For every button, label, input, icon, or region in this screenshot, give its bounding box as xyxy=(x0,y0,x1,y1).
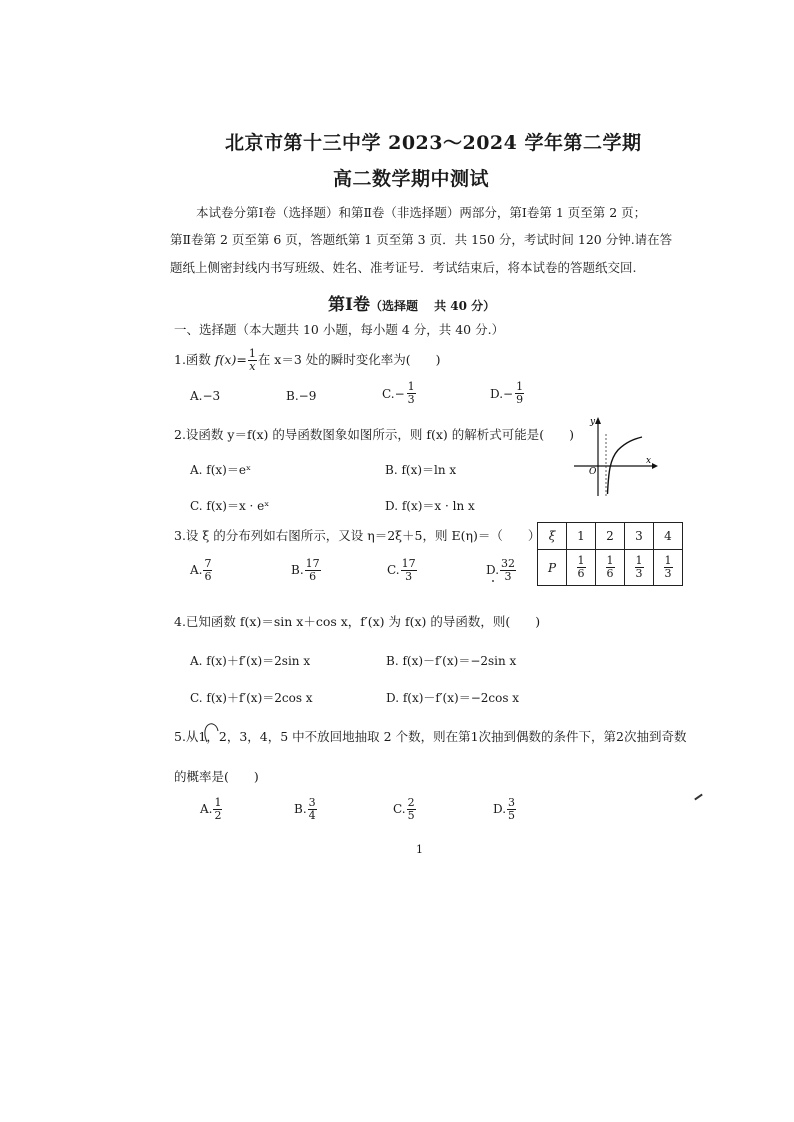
q5-option-b-fraction xyxy=(308,797,317,822)
prob-den: 6 xyxy=(577,567,585,580)
q4-option-c: C. f(x)＋f′(x)＝2cos x xyxy=(190,691,313,705)
q3-option-d-fraction xyxy=(500,558,516,583)
handwritten-circle-mark xyxy=(203,722,221,744)
q5-option-a-prefix: A. xyxy=(200,802,213,816)
scan-dot xyxy=(492,580,494,582)
table-head-xi-text: ξ xyxy=(548,529,556,543)
q1-suffix: 在 x＝3 处的瞬时变化率为( ) xyxy=(257,352,441,367)
q3-option-d-prefix: D. xyxy=(486,563,500,577)
q3-option-a-num: 7 xyxy=(204,557,212,570)
q3-option-c-den: 3 xyxy=(405,570,413,583)
table-head-xi xyxy=(538,523,567,550)
q1-option-b: B.−9 xyxy=(286,389,317,403)
question-5-line-1: 5.从1，2，3，4，5 中不放回地抽取 2 个数，则在第1次抽到偶数的条件下，第2次抽到奇数 xyxy=(174,729,687,744)
q5-option-d xyxy=(493,797,517,822)
q4-option-b: B. f(x)－f′(x)＝−2sin x xyxy=(386,654,517,668)
q3-option-a-fraction xyxy=(203,558,212,583)
q5-option-a-den: 2 xyxy=(214,809,222,822)
table-cell xyxy=(625,550,654,586)
question-3: 3.设 ξ 的分布列如右图所示，又设 η＝2ξ＋5，则 E(η)＝（ ） xyxy=(174,528,541,543)
q5-option-b-prefix: B. xyxy=(294,802,307,816)
q2-option-d: D. f(x)＝x · ln x xyxy=(385,499,475,513)
q5-option-d-den: 5 xyxy=(508,809,516,822)
q2-option-c: C. f(x)＝x · eˣ xyxy=(190,499,270,513)
prob-den: 6 xyxy=(606,567,614,580)
q5-option-b-den: 4 xyxy=(308,809,316,822)
prob-num: 1 xyxy=(664,554,672,567)
prob-den: 3 xyxy=(664,567,672,580)
part-title-main: 第Ⅰ卷 xyxy=(328,295,370,315)
q3-option-a-prefix: A. xyxy=(190,563,203,577)
q1-option-d xyxy=(490,381,525,406)
prob-fraction xyxy=(606,555,615,580)
graph-y-arrow xyxy=(595,417,601,424)
section-heading: 一、选择题（本大题共 10 小题，每小题 4 分，共 40 分.） xyxy=(174,322,505,337)
table-row xyxy=(538,523,683,550)
table-row xyxy=(538,550,683,586)
q5-option-a xyxy=(200,797,223,822)
question-2: 2.设函数 y＝f(x) 的导函数图象如图所示，则 f(x) 的解析式可能是( ) xyxy=(174,427,574,442)
q3-option-a-den: 6 xyxy=(204,570,212,583)
q4-option-a: A. f(x)＋f′(x)＝2sin x xyxy=(190,654,311,668)
q5-option-c-prefix: C. xyxy=(393,802,406,816)
q5-option-b-num: 3 xyxy=(308,796,316,809)
intro-line-1: 本试卷分第Ⅰ卷（选择题）和第Ⅱ卷（非选择题）两部分，第Ⅰ卷第 1 页至第 2 页； xyxy=(196,205,647,220)
q3-option-d xyxy=(486,558,517,583)
q5-option-d-num: 3 xyxy=(508,796,516,809)
q1-fraction-num: 1 xyxy=(248,347,256,360)
q1-option-d-num: 1 xyxy=(516,380,524,393)
q5-option-a-fraction xyxy=(213,797,222,822)
q2-option-a: A. f(x)＝eˣ xyxy=(190,463,252,477)
q1-option-c-num: 1 xyxy=(407,380,415,393)
q3-option-b-fraction xyxy=(305,558,321,583)
prob-fraction xyxy=(635,555,644,580)
q5-option-c xyxy=(393,797,417,822)
q1-fx: f(x) xyxy=(214,352,237,367)
part-title xyxy=(328,290,495,315)
q1-option-a: A.−3 xyxy=(190,389,221,403)
q5-option-d-prefix: D. xyxy=(493,802,507,816)
q2-derivative-graph xyxy=(570,412,660,500)
q3-option-c-fraction xyxy=(401,558,417,583)
q1-option-d-prefix: D.− xyxy=(490,386,514,401)
table-cell xyxy=(567,550,596,586)
q1-option-c-prefix: C.− xyxy=(382,386,405,401)
table-cell: 2 xyxy=(596,523,625,550)
q1-option-d-den: 9 xyxy=(516,393,524,406)
table-cell: 1 xyxy=(567,523,596,550)
q2-option-b: B. f(x)＝ln x xyxy=(385,463,457,477)
q1-option-c-fraction xyxy=(407,381,416,406)
q3-option-c xyxy=(387,558,418,583)
graph-origin-label: O xyxy=(589,467,597,477)
scan-mark xyxy=(694,794,703,801)
q5-option-c-fraction xyxy=(407,797,416,822)
table-cell xyxy=(654,550,683,586)
q5-option-b xyxy=(294,797,318,822)
question-5-line-2: 的概率是( ) xyxy=(174,769,259,784)
q3-option-d-den: 3 xyxy=(504,570,512,583)
table-head-p-text: P xyxy=(547,560,557,575)
intro-line-2: 第Ⅱ卷第 2 页至第 6 页，答题纸第 1 页至第 3 页．共 150 分，考试时间 120 分钟.请在答 xyxy=(170,232,673,247)
q3-distribution-table xyxy=(537,522,683,586)
q5-option-c-num: 2 xyxy=(407,796,415,809)
q1-fraction-den: x xyxy=(249,360,256,373)
table-cell xyxy=(596,550,625,586)
prob-fraction xyxy=(577,555,586,580)
prob-num: 1 xyxy=(577,554,585,567)
prob-den: 3 xyxy=(635,567,643,580)
q3-option-c-prefix: C. xyxy=(387,563,400,577)
q1-option-d-fraction xyxy=(515,381,524,406)
q1-option-c xyxy=(382,381,417,406)
q3-option-c-num: 17 xyxy=(401,557,416,570)
q5-option-d-fraction xyxy=(507,797,516,822)
page-number: 1 xyxy=(416,843,423,856)
graph-x-arrow xyxy=(652,463,658,469)
q3-option-a xyxy=(190,558,213,583)
q3-option-b xyxy=(291,558,322,583)
prob-num: 1 xyxy=(606,554,614,567)
q1-prefix: 1.函数 xyxy=(174,352,215,367)
graph-x-label: x xyxy=(646,456,652,466)
intro-line-3: 题纸上侧密封线内书写班级、姓名、准考证号．考试结束后，将本试卷的答题纸交回. xyxy=(170,260,637,275)
q1-fraction xyxy=(248,348,257,373)
exam-subtitle: 高二数学期中测试 xyxy=(333,168,490,190)
q3-option-d-num: 32 xyxy=(501,557,516,570)
prob-fraction xyxy=(664,555,673,580)
question-4: 4.已知函数 f(x)＝sin x＋cos x，f′(x) 为 f(x) 的导函数，则( ) xyxy=(174,614,541,629)
q5-option-c-den: 5 xyxy=(407,809,415,822)
q1-option-c-den: 3 xyxy=(407,393,415,406)
graph-y-label: y xyxy=(590,417,596,427)
question-1 xyxy=(174,348,441,373)
q4-option-d: D. f(x)－f′(x)＝−2cos x xyxy=(386,691,520,705)
prob-num: 1 xyxy=(635,554,643,567)
part-title-note: （选择题 共 40 分） xyxy=(369,299,496,313)
q1-eq: = xyxy=(236,352,247,367)
q3-option-b-den: 6 xyxy=(309,570,317,583)
exam-title: 北京市第十三中学 2023～2024 学年第二学期 xyxy=(225,132,642,154)
q5-option-a-num: 1 xyxy=(214,796,222,809)
table-head-p xyxy=(538,550,567,586)
q3-option-b-num: 17 xyxy=(305,557,320,570)
table-cell: 3 xyxy=(625,523,654,550)
table-cell: 4 xyxy=(654,523,683,550)
q3-option-b-prefix: B. xyxy=(291,563,304,577)
